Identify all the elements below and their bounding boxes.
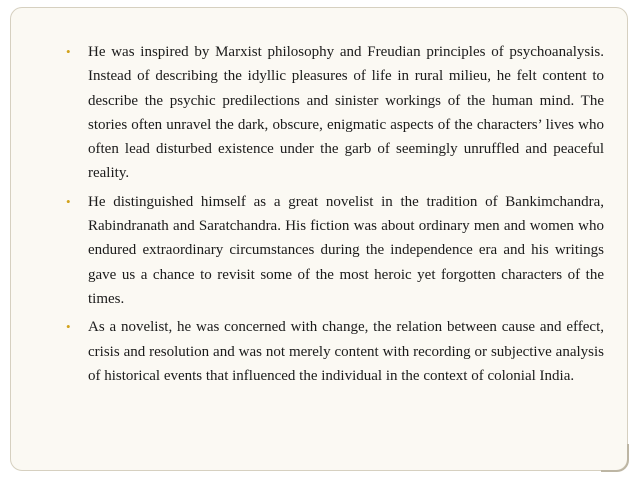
bullet-dot-icon: • bbox=[66, 319, 71, 335]
bullet-list bbox=[64, 40, 604, 392]
bullet-dot-icon: • bbox=[66, 44, 71, 59]
bullet-text: He was inspired by Marxist philosophy and Freudian principles of psychoanalysis. Instead of describing the idyllic pleasures of life in rural milieu, he felt content to describe the psychic predilections and sinister workings of the human mind. The stories often unravel the dark, obscure, enigmatic aspects of the characters’ lives who often lead disturbed existence under the garb of seemingly unruffled and peaceful reality. bbox=[88, 44, 604, 182]
bullet-text: As a novelist, he was concerned with change, the relation between cause and effect, crisis and resolution and was not merely content with recording or subjective analysis of historical events that influenced the individual in the context of colonial India. bbox=[88, 319, 604, 384]
bullet-item bbox=[64, 190, 604, 311]
bullet-item bbox=[64, 315, 604, 388]
bullet-text: He distinguished himself as a great novelist in the tradition of Bankimchandra, Rabindranath and Saratchandra. His fiction was about ordinary men and women who endured extraordinary circumstances during the independence era and his writings gave us a chance to revisit some of the most heroic yet forgotten characters of the times. bbox=[88, 193, 604, 307]
bullet-dot-icon: • bbox=[66, 193, 71, 209]
bullet-item bbox=[64, 40, 604, 186]
